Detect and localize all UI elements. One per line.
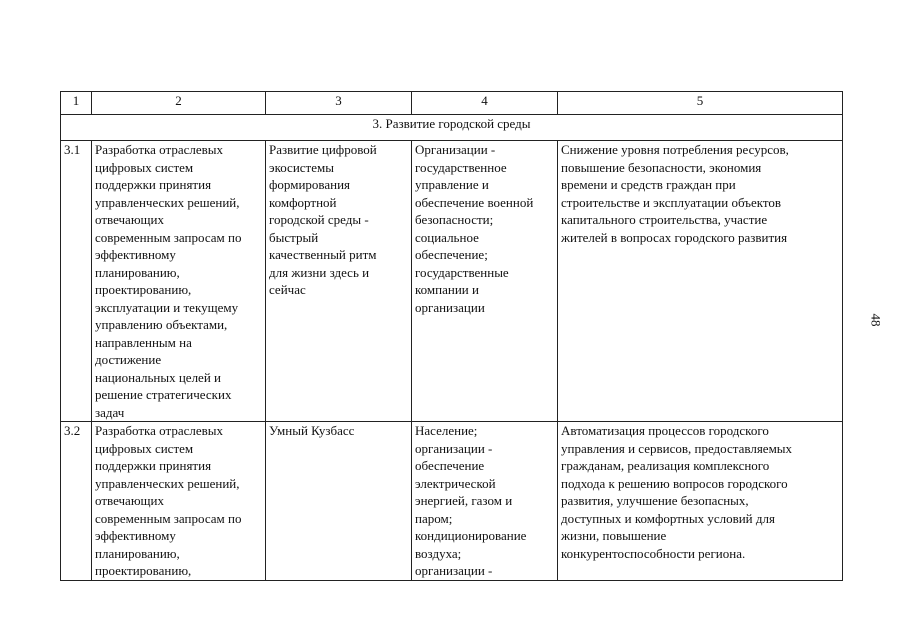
table-header-row [61, 92, 843, 115]
section-title: 3. Развитие городской среды [61, 115, 843, 141]
row-project: Умный Кузбасс [266, 422, 412, 581]
row-effect: Автоматизация процессов городского управления и сервисов, предоставляемых гражданам, реализация комплексного подхода к решению вопросов городского развития, улучшение безопасных, доступных и комфортных условий для жизни, повышение конкурентоспособности региона. [558, 422, 843, 581]
measures-table [60, 91, 843, 581]
table-row [61, 141, 843, 422]
row-number: 3.1 [61, 141, 92, 422]
section-row [61, 115, 843, 141]
page-number: 48 [868, 313, 884, 327]
header-cell-4: 4 [412, 92, 558, 115]
header-cell-1: 1 [61, 92, 92, 115]
row-task: Разработка отраслевых цифровых систем поддержки принятия управленческих решений, отвечающих современным запросам по эффективному планированию, проектированию, [92, 422, 266, 581]
header-cell-5: 5 [558, 92, 843, 115]
row-consumers: Население; организации - обеспечение электрической энергией, газом и паром; кондиционирование воздуха; организации - [412, 422, 558, 581]
header-cell-3: 3 [266, 92, 412, 115]
header-cell-2: 2 [92, 92, 266, 115]
row-task: Разработка отраслевых цифровых систем поддержки принятия управленческих решений, отвечающих современным запросам по эффективному планированию, проектированию, эксплуатации и текущему управлению объектами, направленным на достижение национальных целей и решение стратегических задач [92, 141, 266, 422]
row-number: 3.2 [61, 422, 92, 581]
row-effect: Снижение уровня потребления ресурсов, повышение безопасности, экономия времени и средств граждан при строительстве и эксплуатации объектов капитального строительства, участие жителей в вопросах городского развития [558, 141, 843, 422]
row-project: Развитие цифровой экосистемы формирования комфортной городской среды - быстрый качественный ритм для жизни здесь и сейчас [266, 141, 412, 422]
row-consumers: Организации - государственное управление и обеспечение военной безопасности; социальное обеспечение; государственные компании и организации [412, 141, 558, 422]
table-row [61, 422, 843, 581]
